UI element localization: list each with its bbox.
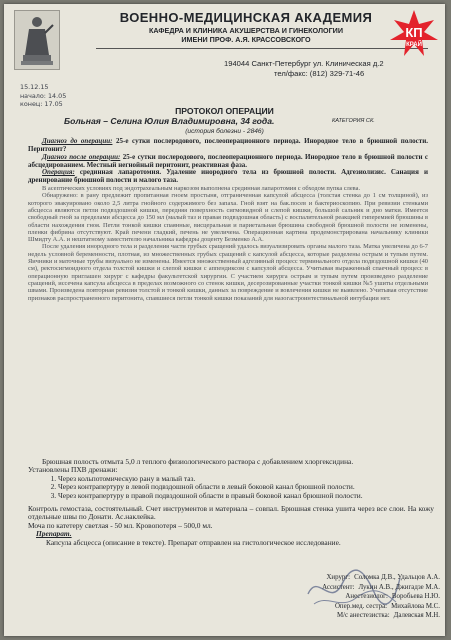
department-name: КАФЕДРА И КЛИНИКА АКУШЕРСТВА И ГИНЕКОЛОГИИ bbox=[149, 26, 343, 35]
kp-logo-icon bbox=[388, 8, 440, 58]
specimen-label: Препарат. bbox=[36, 529, 72, 539]
drain-item: 3. Через контрапертуру в правой подвздошной области в правый боковой канал брюшной полости. bbox=[58, 492, 434, 500]
urine-text: Моча по катетеру светлая - 50 мл. Кровопотеря – 500,0 мл. bbox=[28, 520, 213, 530]
department-named: ИМЕНИ ПРОФ. А.Я. КРАССОВСКОГО bbox=[181, 35, 311, 44]
drains-title: Установлены ПХВ дренажи: bbox=[28, 465, 118, 475]
handwritten-end: конец: 17.05 bbox=[20, 100, 63, 108]
signature-row: Анестезиолог: Воробьева Н.Ю. bbox=[345, 593, 440, 601]
history-number: (история болезни - 2846) bbox=[185, 128, 264, 135]
academy-title: ВОЕННО-МЕДИЦИНСКАЯ АКАДЕМИЯ bbox=[119, 10, 373, 25]
signature-row: Опер.мед. сестра: Михайлова М.С. bbox=[334, 602, 440, 610]
logo-text: КП bbox=[405, 25, 423, 40]
drains-list bbox=[28, 475, 434, 500]
specimen-text: Капсула абсцесса (описание в тексте). Препарат отправлен на гистологическое исследование. bbox=[46, 537, 341, 547]
phone: тел/факс: (812) 329-71-46 bbox=[274, 69, 365, 78]
academy-emblem-icon bbox=[14, 10, 60, 70]
body-paragraph: После удаления инородного тела и разделения части грубых сращений удалось визуализировать органы малого таза. Матка увеличена до 6-7 недель условной беременности, плотная, из множественных грубых сращений с капсулой абсцесса, которые разделены острым и тупым путем. Яичники и маточные трубы визуально не изменены. Имеется множественный адгезивный процесс терминального отдела подвздошной кишки (40 см), ректосигмоидного отдела толстой кишки и слепой кишки с аппендиксом с капсулой абсцесса. Учитывая выраженный спаечный процесс в операционную приглашен хирург с кафедры факультетской хирургии. С участием хирурга острым и тупым путем произведено разделение сращений, иссечена капсула абсцесса в пределах возможного со стенок кишки, десерозированные участки тонкой кишки №5 ушиты отдельными швами. Произведена повторная ревизия толстой и тонкой кишки, данных за повреждение и вовлечения кишки не выявлено. Учитывая отсутствие признаков распространенного перитонита, спавшиеся петли тонкой кишки показаний для назогастроинтестинальной интубации нет. bbox=[28, 243, 428, 302]
signature-row: Ассистент: Лукин А.В., Джигадзе М.А. bbox=[322, 583, 440, 591]
signature-row: М/с анестезистка: Далевская М.Н. bbox=[336, 612, 440, 620]
protocol-body bbox=[28, 138, 428, 302]
protocol-lower bbox=[28, 458, 434, 547]
protocol-title: ПРОТОКОЛ ОПЕРАЦИИ bbox=[175, 106, 274, 116]
operation-text: срединная лапаротомия. Удаление инородного тела из брюшной полости. Адгезиолизис. Санация и дренирование брюшной полости и малого таза. bbox=[28, 168, 428, 185]
pre-op-diagnosis: 25-е сутки послеродового, послеоперационного периода. Инородное тело в брюшной полости. Перитонит? bbox=[28, 137, 428, 153]
patient-name: Больная – Селина Юлия Владимировна, 34 года. bbox=[64, 116, 275, 126]
signatures bbox=[254, 573, 440, 621]
post-op-diagnosis-label: Диагноз после операции: bbox=[42, 152, 121, 161]
operation-label: Операция: bbox=[42, 168, 75, 177]
header-divider bbox=[96, 48, 428, 49]
protocol-sheet bbox=[4, 4, 445, 636]
pre-op-diagnosis-label: Диагноз до операции: bbox=[42, 137, 113, 145]
handwritten-date: 15.12.15 bbox=[20, 83, 49, 91]
lavage-text: Брюшная полость отмыта 5,0 л теплого физиологического раствора с добавлением хлоргексидина. bbox=[42, 457, 354, 466]
handwritten-start: начало: 14.05 bbox=[20, 92, 67, 100]
control-text: Контроль гемостаза, состоятельный. Счет инструментов и материала – совпал. Брюшная стенка ушита через все слои. На кожу отдельные швы по Донати. Ас.наклейка. bbox=[28, 504, 434, 522]
patient-category: КАТЕГОРИЯ СК. bbox=[332, 118, 375, 124]
drain-item: 1. Через кольпотомическую рану в малый таз. bbox=[58, 475, 434, 483]
signature-row: Хирург: Соломка Д.В., Удальцов А.А. bbox=[326, 574, 440, 581]
address: 194044 Санкт-Петербург ул. Клиническая д.2 bbox=[224, 59, 384, 68]
logo-subtext: КРАЙ bbox=[406, 42, 422, 48]
body-paragraph: Обнаружено: в рану предлежит пропитанная гноем простыня, отграниченная капсулой абсцесса (толстая стенка до 1 см толщиной), из которого эвакуировано около 2,5 литра гнойного содержимого без запаха. Гной взят на бак.посев и бактериоскопию. При ревизии стенками абсцесса являются петли подвздошной кишки, передняя поверхность сигмовидной и слепой кишки, большой сальник и дно матки. Имеется свободный гной за пределами абсцесса до 150 мл (малый таз и правая подвздошная область) с воспалительной реакцией гиперемией брюшины в области нахождения гноя. Петли тонкой кишки спаянные, висцеральная и париетальная брюшина свободной брюшной полости не изменены, пленки фибрина отсутствуют. Край печени гладкий, печень не увеличена. Операционная картина продемонстрирована начальнику клиники Шмидту А.А. и нештатному заместителю начальника кафедры доценту Безменко А.А. bbox=[28, 192, 428, 244]
post-op-diagnosis: 25-е сутки послеродового, послеоперационного периода. Инородное тело в брюшной полости с абсцедированием. Местный негнойный перитонит, реактивная фаза. bbox=[28, 152, 429, 169]
drain-item: 2. Через контрапертуру в левой подвздошной области в левый боковой канал брюшной полости. bbox=[58, 483, 434, 491]
body-paragraph: В асептических условиях под эндотрахеальным наркозом выполнена срединная лапаротомия с обходом пупка слева. bbox=[42, 185, 361, 193]
